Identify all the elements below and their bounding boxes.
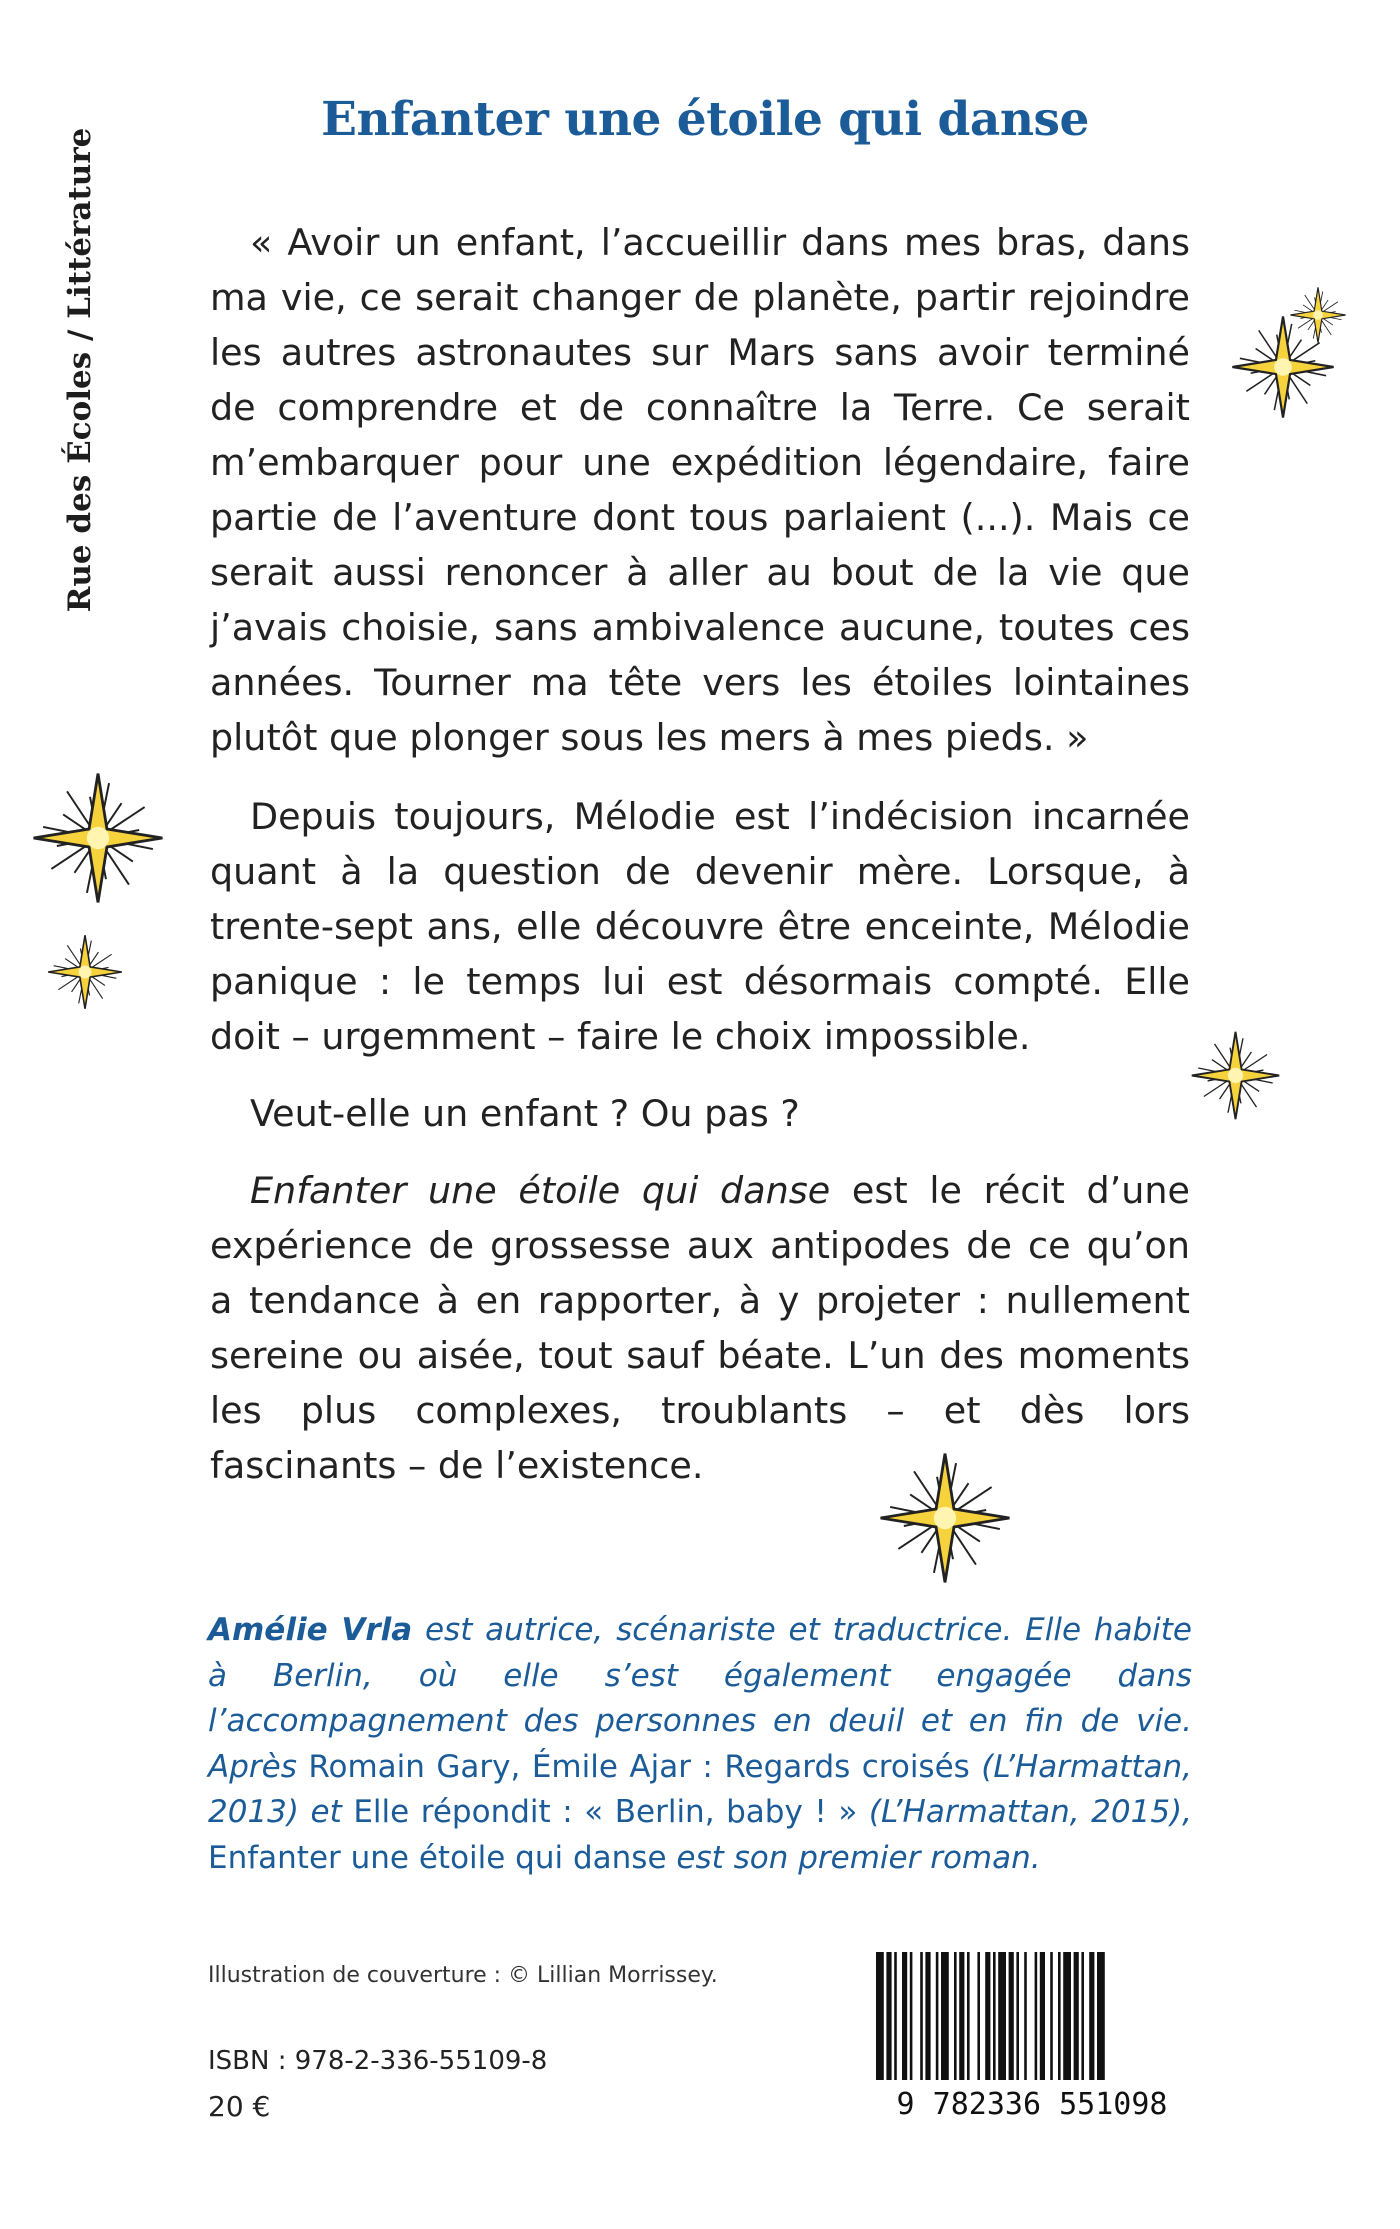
price: 20 € bbox=[208, 2090, 271, 2123]
sparkle-star-icon bbox=[881, 1454, 1010, 1583]
summary-paragraph-1: Depuis toujours, Mélodie est l’indécision incarnée quant à la question de devenir mère. Lorsque, à trente-sept ans, elle découvre être enceinte, Mélodie panique : le temps lui est désormais compté. Elle doit – urgemment – faire le choix impossible. bbox=[210, 795, 1190, 1058]
bio-publisher-2: (L’Harmattan, 2015), bbox=[857, 1794, 1192, 1830]
summary-paragraph-3 bbox=[210, 1163, 1190, 1493]
bio-book-3: Enfanter une étoile qui danse bbox=[208, 1839, 667, 1876]
illustration-credit: Illustration de couverture : © Lillian Morrissey. bbox=[208, 1963, 718, 1988]
quote-paragraph: « Avoir un enfant, l’accueillir dans mes bras, dans ma vie, ce serait changer de planète, partir rejoindre les autres astronautes sur Mars sans avoir terminé de comprendre et de connaître la Terre. Ce serait m’embarquer pour une expédition légendaire, faire partie de l’aventure dont tous parlaient (...). Mais ce serait aussi renoncer à aller au bout de la vie que j’avais choisie, sans ambivalence aucune, toutes ces années. Tourner ma tête vers les étoiles lointaines plutôt que plonger sous les mers à mes pieds. » bbox=[210, 221, 1190, 759]
collection-label: Rue des Écoles / Littérature bbox=[62, 127, 98, 613]
back-cover-text bbox=[210, 215, 1190, 1515]
barcode bbox=[872, 1952, 1192, 2122]
barcode-digits: 9 782336 551098 bbox=[896, 2087, 1168, 2122]
star-icon bbox=[45, 932, 125, 1012]
summary-paragraph-2: Veut-elle un enfant ? Ou pas ? bbox=[250, 1092, 800, 1135]
sparkle-star-icon bbox=[1192, 1032, 1279, 1119]
author-bio bbox=[208, 1608, 1192, 1881]
isbn: ISBN : 978-2-336-55109-8 bbox=[208, 2046, 548, 2076]
spine-label bbox=[60, 100, 100, 640]
bio-book-2: Elle répondit : « Berlin, baby ! » bbox=[353, 1794, 858, 1830]
star-icon bbox=[1188, 1028, 1283, 1123]
star-icon bbox=[875, 1448, 1015, 1588]
sparkle-star-icon bbox=[34, 774, 163, 903]
author-name: Amélie Vrla bbox=[208, 1612, 413, 1648]
star-icon bbox=[28, 768, 168, 908]
summary-paragraph-3-text: est le récit d’une expérience de grossesse aux antipodes de ce qu’on a tendance à en rapporter, à y projeter : nullement sereine ou aisée, tout sauf béate. L’un des moments les plus complexes, troublants – et dès lors fascinants – de l’existence. bbox=[210, 1169, 1190, 1487]
book-title: Enfanter une étoile qui danse bbox=[321, 92, 1089, 147]
bio-text-2: est son premier roman. bbox=[666, 1839, 1041, 1876]
sparkle-star-icon bbox=[48, 935, 122, 1009]
bio-publisher-1: (L’Harmattan, 2013) et bbox=[208, 1748, 1192, 1830]
barcode-bars bbox=[876, 1952, 1105, 2080]
star-icon bbox=[1228, 312, 1338, 422]
italic-book-title: Enfanter une étoile qui danse bbox=[250, 1169, 831, 1212]
sparkle-star-icon bbox=[1232, 316, 1333, 417]
bio-text-1: est autrice, scénariste et traductrice. Elle habite à Berlin, où elle s’est également engagée dans l’accompagnement des personnes en deuil et en fin de vie. Après bbox=[208, 1612, 1192, 1785]
bio-book-1: Romain Gary, Émile Ajar : Regards croisés bbox=[308, 1748, 970, 1785]
